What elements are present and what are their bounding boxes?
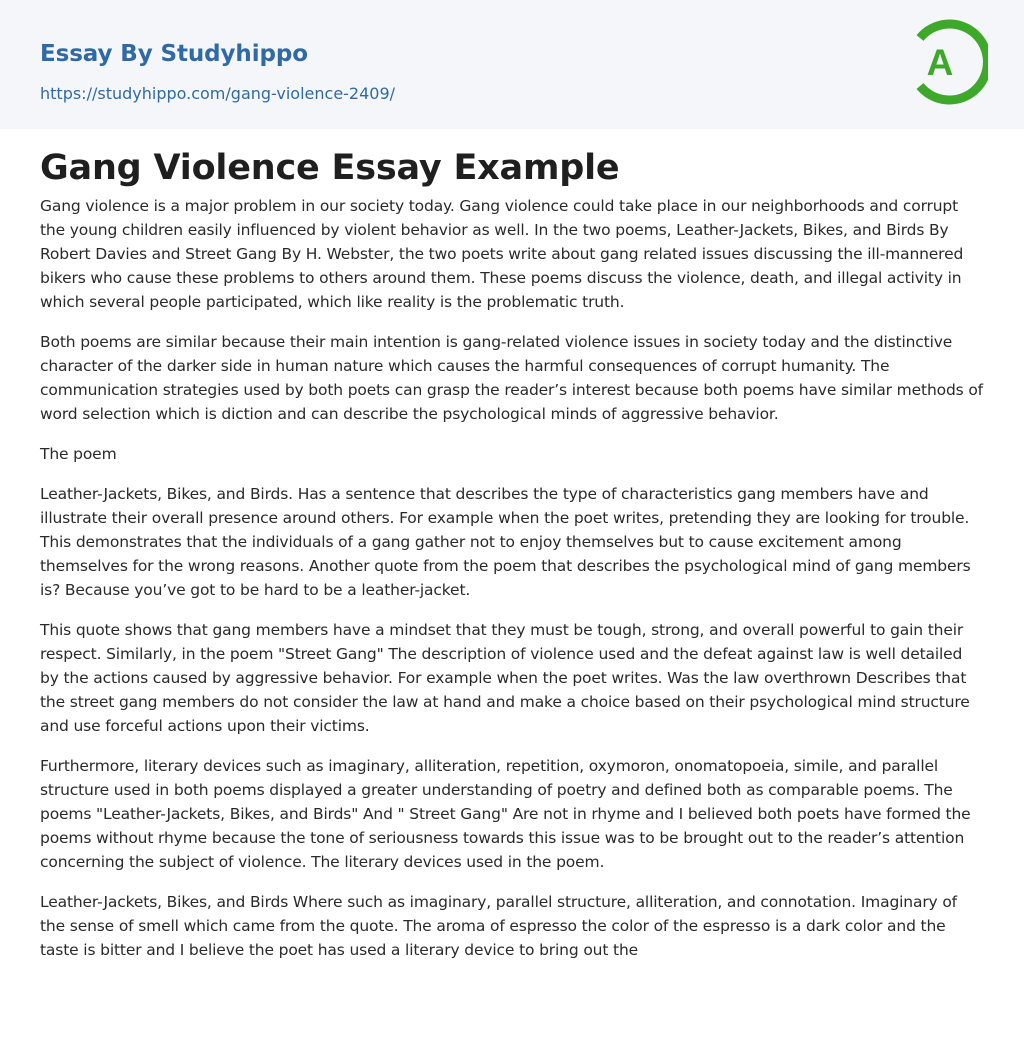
paragraph-7: Leather-Jackets, Bikes, and Birds Where such as imaginary, parallel structure, alliteration, and connotation. Imaginary of the sense of smell which came from the quote. The aroma of espresso the color of the espresso is a dark color and the taste is bitter and I believe the poet has used a literary device to bring out the xyxy=(40,893,957,959)
brand-title[interactable]: Essay By Studyhippo xyxy=(40,41,308,67)
page-title: Gang Violence Essay Example xyxy=(40,148,620,188)
paragraph-6: Furthermore, literary devices such as imaginary, alliteration, repetition, oxymoron, onomatopoeia, simile, and parallel structure used in both poems displayed a greater understanding of poetry and defined both as comparable poems. The poems "Leather-Jackets, Bikes, and Birds" And " Street Gang" Are not in rhyme and I believed both poets have formed the poems without rhyme because the tone of seriousness towards this issue was to be brought out to the reader’s attention concerning the subject of violence. The literary devices used in the poem. xyxy=(40,757,971,871)
source-url-link[interactable]: https://studyhippo.com/gang-violence-2409/ xyxy=(40,84,396,103)
site-header xyxy=(0,0,1024,129)
paragraph-4: Leather-Jackets, Bikes, and Birds. Has a sentence that describes the type of characteristics gang members have and illustrate their overall presence around others. For example when the poet writes, pretending they are looking for trouble. This demonstrates that the individuals of a gang gather not to enjoy themselves but to cause excitement among themselves for the wrong reasons. Another quote from the poem that describes the psychological mind of gang members is? Because you’ve got to be hard to be a leather-jacket. xyxy=(40,485,971,599)
logo-icon xyxy=(912,18,988,106)
essay-body xyxy=(40,194,984,978)
paragraph-3: The poem xyxy=(40,445,117,463)
paragraph-5: This quote shows that gang members have a mindset that they must be tough, strong, and overall powerful to gain their respect. Similarly, in the poem "Street Gang" The description of violence used and the defeat against law is well detailed by the actions caused by aggressive behavior. For example when the poet writes. Was the law overthrown Describes that the street gang members do not consider the law at hand and make a choice based on their psychological mind structure and use forceful actions upon their victims. xyxy=(40,621,970,735)
paragraph-1: Gang violence is a major problem in our society today. Gang violence could take place in our neighborhoods and corrupt the young children easily influenced by violent behavior as well. In the two poems, Leather-Jackets, Bikes, and Birds By Robert Davies and Street Gang By H. Webster, the two poets write about gang related issues discussing the ill-mannered bikers who cause these problems to others around them. These poems discuss the violence, death, and illegal activity in which several people participated, which like reality is the problematic truth. xyxy=(40,197,964,311)
logo-letter: A xyxy=(926,42,954,83)
paragraph-2: Both poems are similar because their main intention is gang-related violence issues in society today and the distinctive character of the darker side in human nature which causes the harmful consequences of corrupt humanity. The communication strategies used by both poets can grasp the reader’s interest because both poems have similar methods of word selection which is diction and can describe the psychological minds of aggressive behavior. xyxy=(40,333,983,423)
logo[interactable] xyxy=(912,18,988,106)
